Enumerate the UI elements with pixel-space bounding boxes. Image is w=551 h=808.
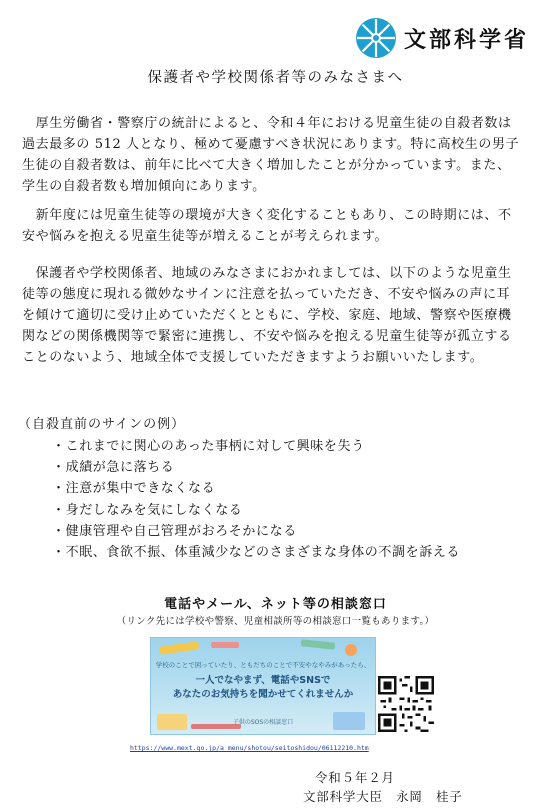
banner-line-1: 一人でなやまず、電話やSNSで: [195, 675, 331, 686]
list-item: ・ 成績が急に落ちる: [52, 457, 460, 478]
paragraph-new-year: 新年度には児童生徒等の環境が大きく変化することもあり、この時期には、不安や悩みを抱える児童生徒等が増えることが考えられます。: [22, 208, 512, 244]
logo-text: 文部科学省: [403, 27, 529, 53]
qr-code-icon[interactable]: [378, 676, 434, 732]
banner-line-2: あなたのお気持ちを聞かせてくれませんか: [172, 689, 354, 700]
consultation-title: 電話やメール、ネット等の相談窓口: [164, 597, 387, 612]
banner-small-text: 子供のSOSの相談窓口: [232, 719, 294, 726]
minister-signature: 文部科学大臣 永岡 桂子: [303, 789, 463, 804]
list-item: ・ 健康管理や自己管理がおろそかになる: [52, 521, 460, 542]
consultation-note: （リンク先には学校や警察、児童相談所等の相談窓口一覧もあります。）: [116, 616, 435, 627]
signs-list: [52, 436, 460, 563]
issue-date: 令和５年２月: [315, 770, 395, 785]
paragraph-request: 保護者や学校関係者、地域のみなさまにおかれましては、以下のような児童生徒等の態度に現れる微妙なサインに注意を払っていただき、不安や悩みの声に耳を傾けて適切に受け止めていただくとともに、学校、家庭、地域、警察や医療機関などの関係機関等で緊密に連携し、不安や悩みを抱える児童生徒等が孤立することのないよう、地域全体で支援していただきますようお願いいたします。: [22, 266, 512, 365]
list-item: ・ 注意が集中できなくなる: [52, 478, 460, 499]
mext-logo: [354, 16, 529, 60]
list-item: ・ これまでに関心のあった事柄に対して興味を失う: [52, 436, 460, 457]
mext-emblem-icon: [354, 16, 398, 60]
consultation-link[interactable]: https://www.mext.go.jp/a_menu/shotou/seitoshidou/06112210.htm: [130, 744, 369, 752]
signs-heading: （自殺直前のサインの例）: [18, 417, 186, 432]
list-item: ・ 不眠、食欲不振、体重減少などのさまざまな身体の不調を訴える: [52, 542, 460, 563]
page-title: 保護者や学校関係者等のみなさまへ: [147, 70, 404, 86]
paragraph-statistics: 厚生労働省・警察庁の統計によると、令和４年における児童生徒の自殺者数は過去最多の 512 人となり、極めて憂慮すべき状況にあります。特に高校生の男子生徒の自殺者数は、前年に比べて大きく増加したことが分かっています。また、学生の自殺者数も増加傾向にあります。: [22, 116, 520, 194]
banner-top-text: 学校のことで困っていたり、ともだちのことで不安やなやみがあったら、: [155, 661, 371, 669]
banner-main-text: [151, 674, 375, 702]
consultation-banner[interactable]: [150, 637, 376, 735]
list-item: ・ 身だしなみを気にしなくなる: [52, 500, 460, 521]
